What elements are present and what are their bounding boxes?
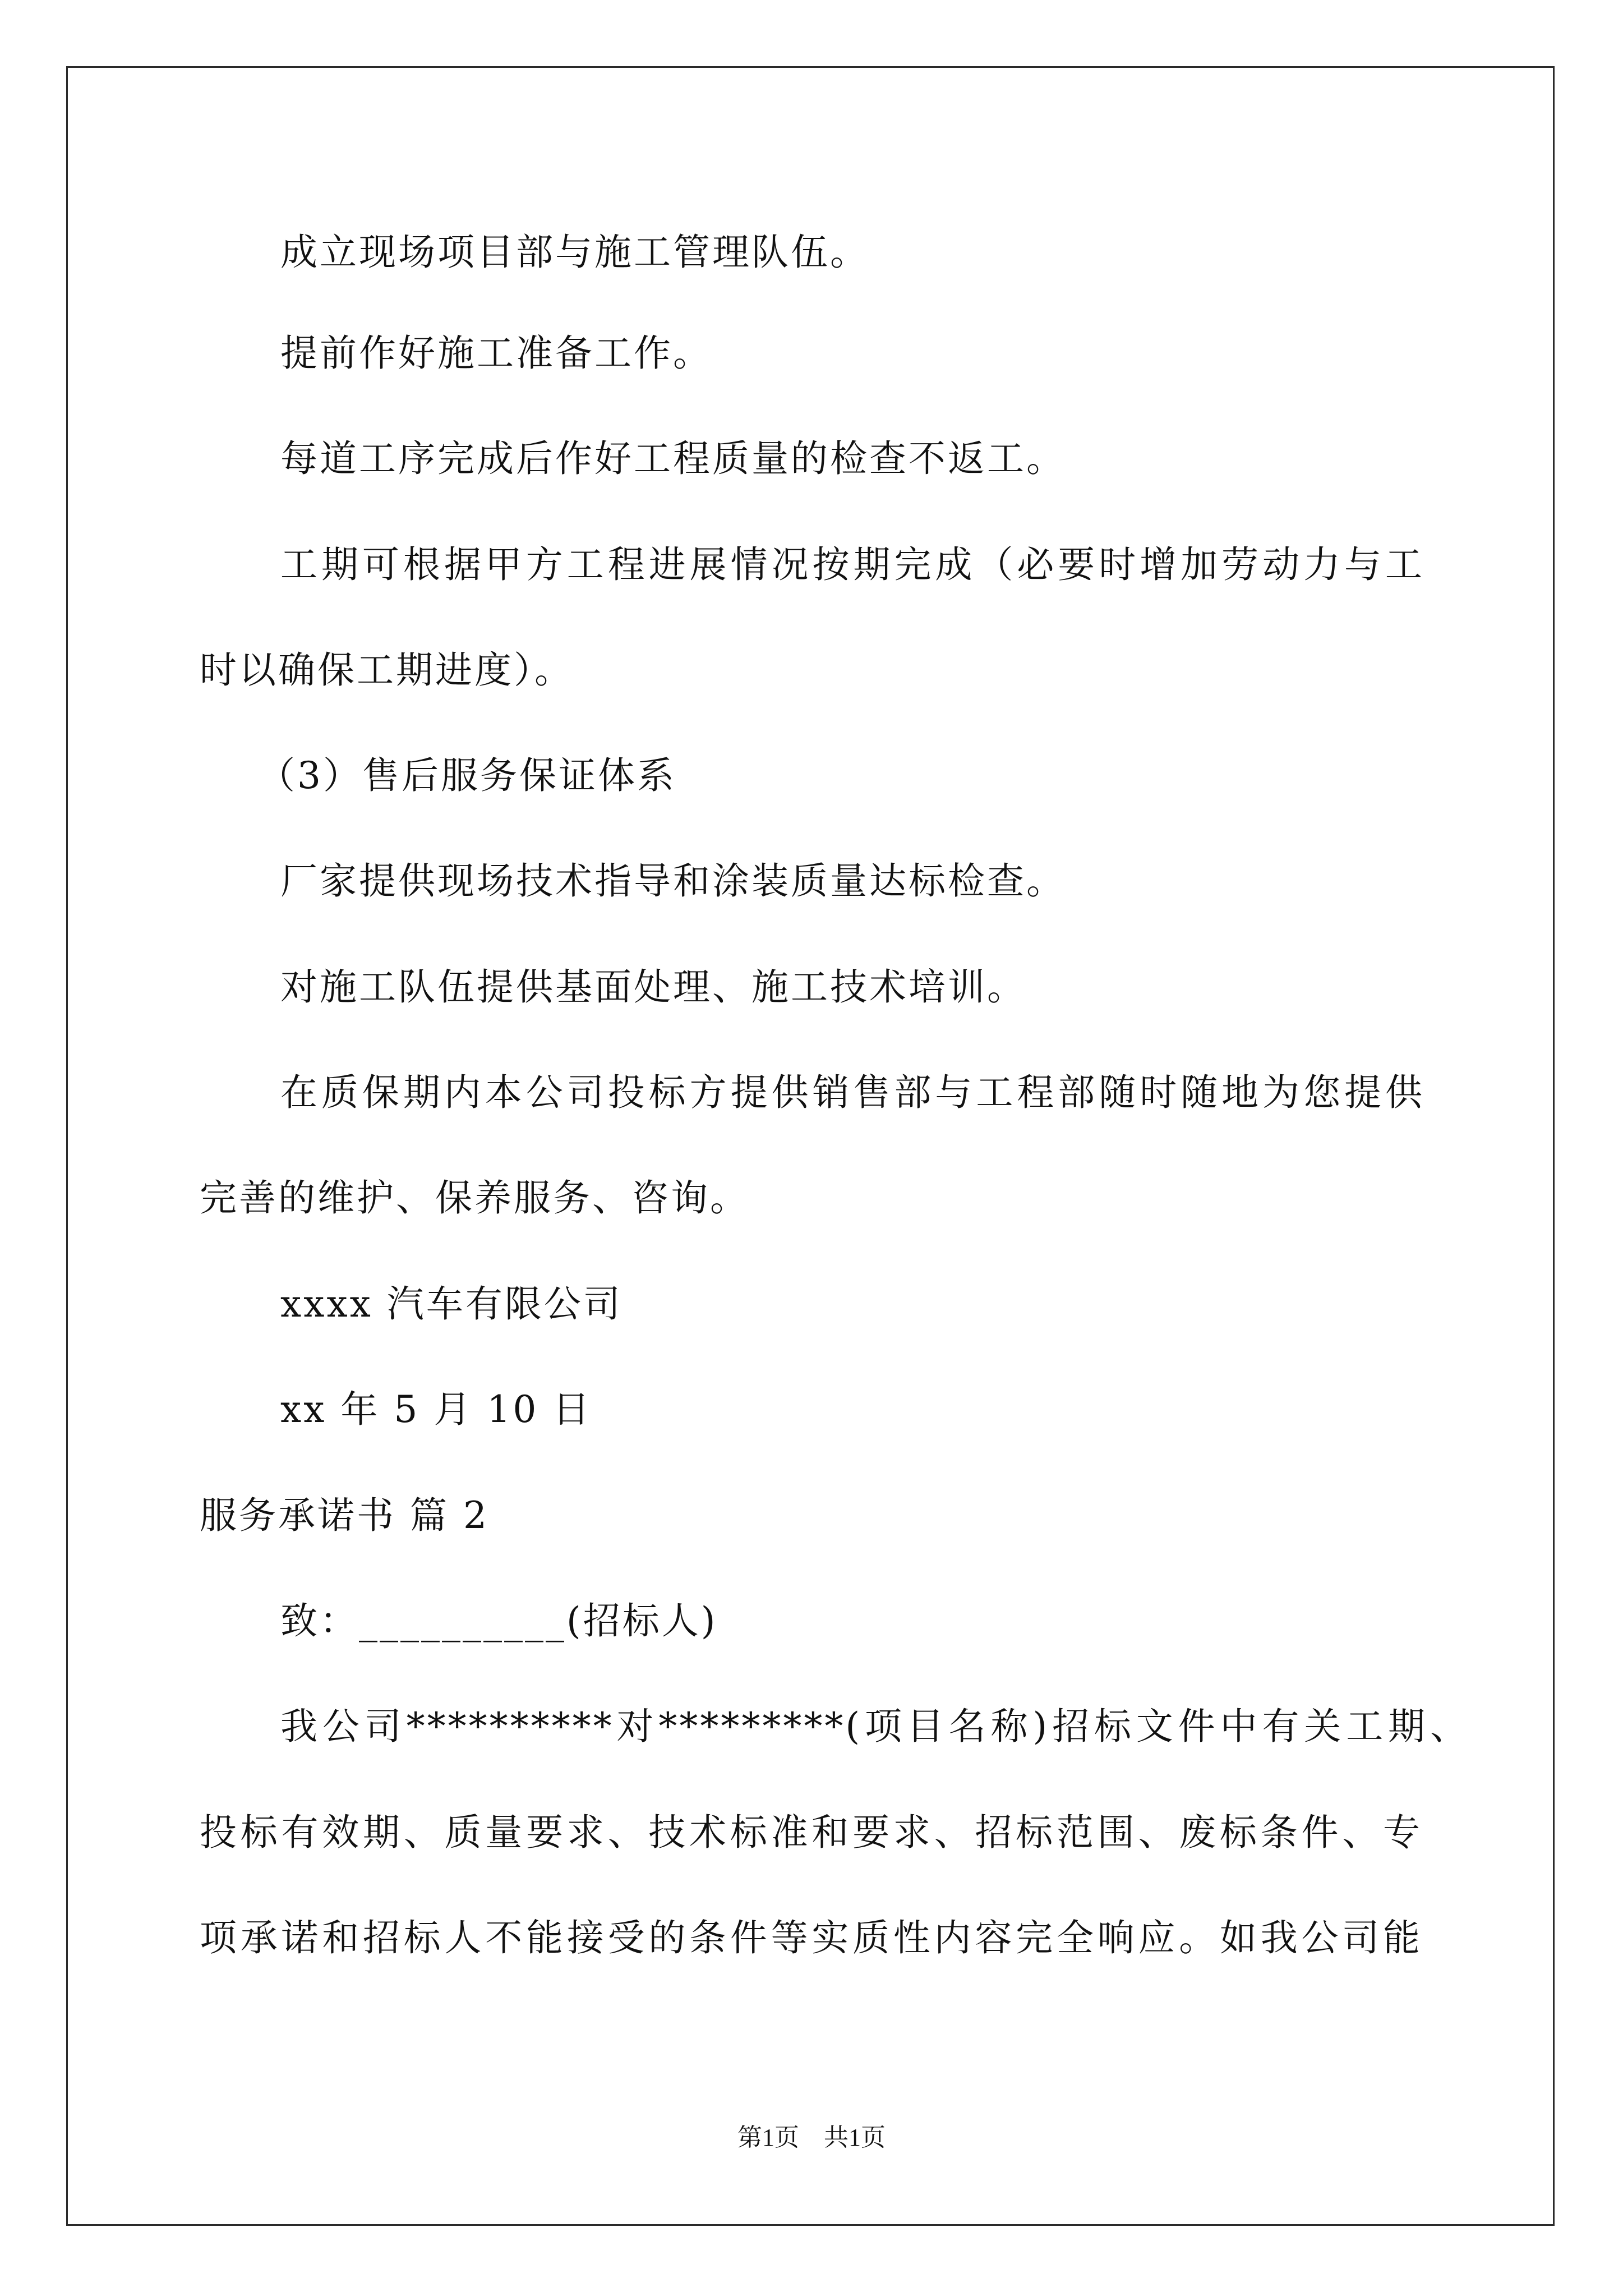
- document-heading: 服务承诺书 篇 2: [200, 1494, 489, 1537]
- paragraph-line: 在质保期内本公司投标方提供销售部与工程部随时随地为您提供: [280, 1071, 1424, 1114]
- paragraph-line: 我公司**********对*********(项目名称)招标文件中有关工期、: [280, 1705, 1469, 1748]
- company-name: xxxx 汽车有限公司: [280, 1282, 623, 1326]
- paragraph-line: 成立现场项目部与施工管理队伍。: [280, 231, 869, 274]
- salutation-line: 致：__________(招标人): [280, 1599, 718, 1642]
- paragraph-line: 每道工序完成后作好工程质量的检查不返工。: [280, 437, 1066, 480]
- page-border: [66, 66, 1555, 2226]
- paragraph-line: 工期可根据甲方工程进展情况按期完成（必要时增加劳动力与工: [280, 543, 1424, 586]
- paragraph-line: 投标有效期、质量要求、技术标准和要求、招标范围、废标条件、专: [200, 1811, 1422, 1854]
- paragraph-line: 时以确保工期进度）。: [200, 648, 574, 692]
- paragraph-line: 提前作好施工准备工作。: [280, 332, 712, 375]
- date-line: xx 年 5 月 10 日: [280, 1388, 592, 1431]
- section-heading: （3）售后服务保证体系: [258, 754, 676, 797]
- paragraph-line: 对施工队伍提供基面处理、施工技术培训。: [280, 965, 1026, 1009]
- page-footer: 第1页 共1页: [737, 2124, 886, 2151]
- paragraph-line: 厂家提供现场技术指导和涂装质量达标检查。: [280, 859, 1066, 903]
- paragraph-line: 完善的维护、保养服务、咨询。: [200, 1176, 749, 1220]
- paragraph-line: 项承诺和招标人不能接受的条件等实质性内容完全响应。如我公司能: [200, 1916, 1422, 1959]
